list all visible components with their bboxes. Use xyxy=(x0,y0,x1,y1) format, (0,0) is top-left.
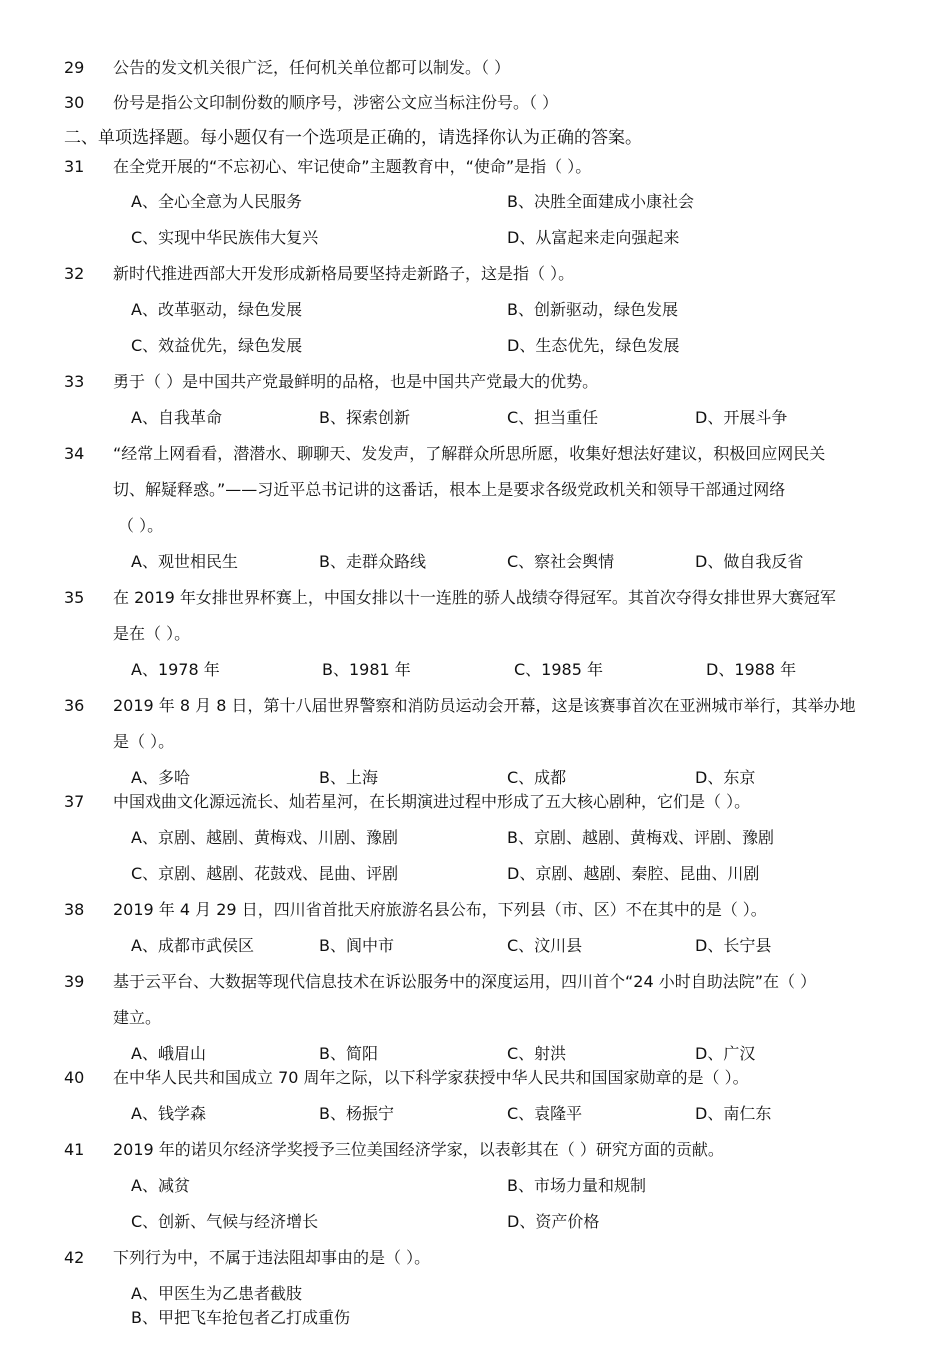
question-text-line-1: “经常上网看看，潜潜水、聊聊天、发发声，了解群众所思所愿，收集好想法好建议，积极回应网民关 xyxy=(113,444,826,463)
option-b: B、1981 年 xyxy=(322,660,411,679)
option-c: C、1985 年 xyxy=(514,660,603,679)
question-number: 41 xyxy=(64,1140,85,1159)
question-text-line-1: 基于云平台、大数据等现代信息技术在诉讼服务中的深度运用，四川首个“24 小时自助法院”在（ ） xyxy=(113,972,817,991)
question-number: 36 xyxy=(64,696,85,715)
option-a: A、甲医生为乙患者截肢 xyxy=(131,1284,302,1303)
option-c: C、京剧、越剧、花鼓戏、昆曲、评剧 xyxy=(131,864,399,883)
option-d: D、资产价格 xyxy=(507,1212,600,1231)
option-c: C、担当重任 xyxy=(507,408,599,427)
question-number: 33 xyxy=(64,372,85,391)
option-d: D、生态优先，绿色发展 xyxy=(507,336,680,355)
question-number: 29 xyxy=(64,58,85,77)
question-text-line-1: 在 2019 年女排世界杯赛上，中国女排以十一连胜的骄人战绩夺得冠军。其首次夺得女排世界大赛冠军 xyxy=(113,588,836,607)
option-a: A、减贫 xyxy=(131,1176,190,1195)
question-text: 在中华人民共和国成立 70 周年之际，以下科学家获授中华人民共和国国家勋章的是（ ）。 xyxy=(113,1068,749,1087)
question-text-line-2: 切、解疑释惑。”——习近平总书记讲的这番话，根本上是要求各级党政机关和领导干部通过网络 xyxy=(113,480,786,499)
question-text: 2019 年的诺贝尔经济学奖授予三位美国经济学家，以表彰其在（ ）研究方面的贡献。 xyxy=(113,1140,724,1159)
option-a: A、京剧、越剧、黄梅戏、川剧、豫剧 xyxy=(131,828,398,847)
question-text: 公告的发文机关很广泛，任何机关单位都可以制发。（ ） xyxy=(113,58,511,77)
question-text: 新时代推进西部大开发形成新格局要坚持走新路子，这是指（ ）。 xyxy=(113,264,575,283)
question-text: 中国戏曲文化源远流长、灿若星河，在长期演进过程中形成了五大核心剧种，它们是（ ）。 xyxy=(113,792,751,811)
question-number: 30 xyxy=(64,93,85,112)
option-c: C、袁隆平 xyxy=(507,1104,583,1123)
section-title: 二、单项选择题。每小题仅有一个选项是正确的，请选择你认为正确的答案。 xyxy=(64,128,642,148)
option-c: C、实现中华民族伟大复兴 xyxy=(131,228,319,247)
option-a: A、自我革命 xyxy=(131,408,222,427)
option-a: A、多哈 xyxy=(131,768,190,787)
question-number: 37 xyxy=(64,792,85,811)
option-c: C、射洪 xyxy=(507,1044,567,1063)
option-b: B、走群众路线 xyxy=(319,552,426,571)
option-b: B、上海 xyxy=(319,768,378,787)
question-number: 32 xyxy=(64,264,85,283)
option-c: C、成都 xyxy=(507,768,567,787)
option-b: B、京剧、越剧、黄梅戏、评剧、豫剧 xyxy=(507,828,774,847)
option-d: D、京剧、越剧、秦腔、昆曲、川剧 xyxy=(507,864,760,883)
option-a: A、改革驱动，绿色发展 xyxy=(131,300,302,319)
option-b: B、市场力量和规制 xyxy=(507,1176,646,1195)
question-text-line-3: （ ）。 xyxy=(118,516,164,535)
option-d: D、1988 年 xyxy=(706,660,797,679)
option-a: A、钱学森 xyxy=(131,1104,206,1123)
option-d: D、南仁东 xyxy=(695,1104,772,1123)
option-d: D、广汉 xyxy=(695,1044,756,1063)
question-number: 31 xyxy=(64,157,85,176)
option-d: D、长宁县 xyxy=(695,936,772,955)
question-text-line-2: 建立。 xyxy=(113,1008,162,1027)
option-a: A、全心全意为人民服务 xyxy=(131,192,302,211)
question-text: 下列行为中，不属于违法阻却事由的是（ ）。 xyxy=(113,1248,431,1267)
question-text: 勇于（ ）是中国共产党最鲜明的品格，也是中国共产党最大的优势。 xyxy=(113,372,599,391)
option-b: B、杨振宁 xyxy=(319,1104,394,1123)
question-number: 34 xyxy=(64,444,85,463)
option-b: B、阆中市 xyxy=(319,936,394,955)
option-a: A、观世相民生 xyxy=(131,552,238,571)
question-text: 2019 年 4 月 29 日，四川省首批天府旅游名县公布，下列县（市、区）不在其中的是（ ）。 xyxy=(113,900,767,919)
option-a: A、峨眉山 xyxy=(131,1044,206,1063)
option-c: C、汶川县 xyxy=(507,936,583,955)
option-d: D、东京 xyxy=(695,768,756,787)
question-number: 39 xyxy=(64,972,85,991)
option-b: B、甲把飞车抢包者乙打成重伤 xyxy=(131,1308,350,1327)
question-number: 40 xyxy=(64,1068,85,1087)
option-d: D、从富起来走向强起来 xyxy=(507,228,680,247)
question-text-line-2: 是在（ ）。 xyxy=(113,624,191,643)
question-text-line-2: 是（ ）。 xyxy=(113,732,175,751)
option-c: C、创新、气候与经济增长 xyxy=(131,1212,319,1231)
question-number: 42 xyxy=(64,1248,85,1267)
question-number: 38 xyxy=(64,900,85,919)
option-c: C、效益优先，绿色发展 xyxy=(131,336,303,355)
option-d: D、做自我反省 xyxy=(695,552,804,571)
option-a: A、成都市武侯区 xyxy=(131,936,254,955)
option-b: B、创新驱动，绿色发展 xyxy=(507,300,678,319)
option-b: B、决胜全面建成小康社会 xyxy=(507,192,694,211)
option-c: C、察社会舆情 xyxy=(507,552,615,571)
option-a: A、1978 年 xyxy=(131,660,220,679)
question-text: 份号是指公文印制份数的顺序号，涉密公文应当标注份号。（ ） xyxy=(113,93,559,112)
option-b: B、简阳 xyxy=(319,1044,378,1063)
question-number: 35 xyxy=(64,588,85,607)
option-b: B、探索创新 xyxy=(319,408,410,427)
question-text: 在全党开展的“不忘初心、牢记使命”主题教育中，“使命”是指（ ）。 xyxy=(113,157,592,176)
option-d: D、开展斗争 xyxy=(695,408,788,427)
question-text-line-1: 2019 年 8 月 8 日，第十八届世界警察和消防员运动会开幕，这是该赛事首次在亚洲城市举行，其举办地 xyxy=(113,696,856,715)
